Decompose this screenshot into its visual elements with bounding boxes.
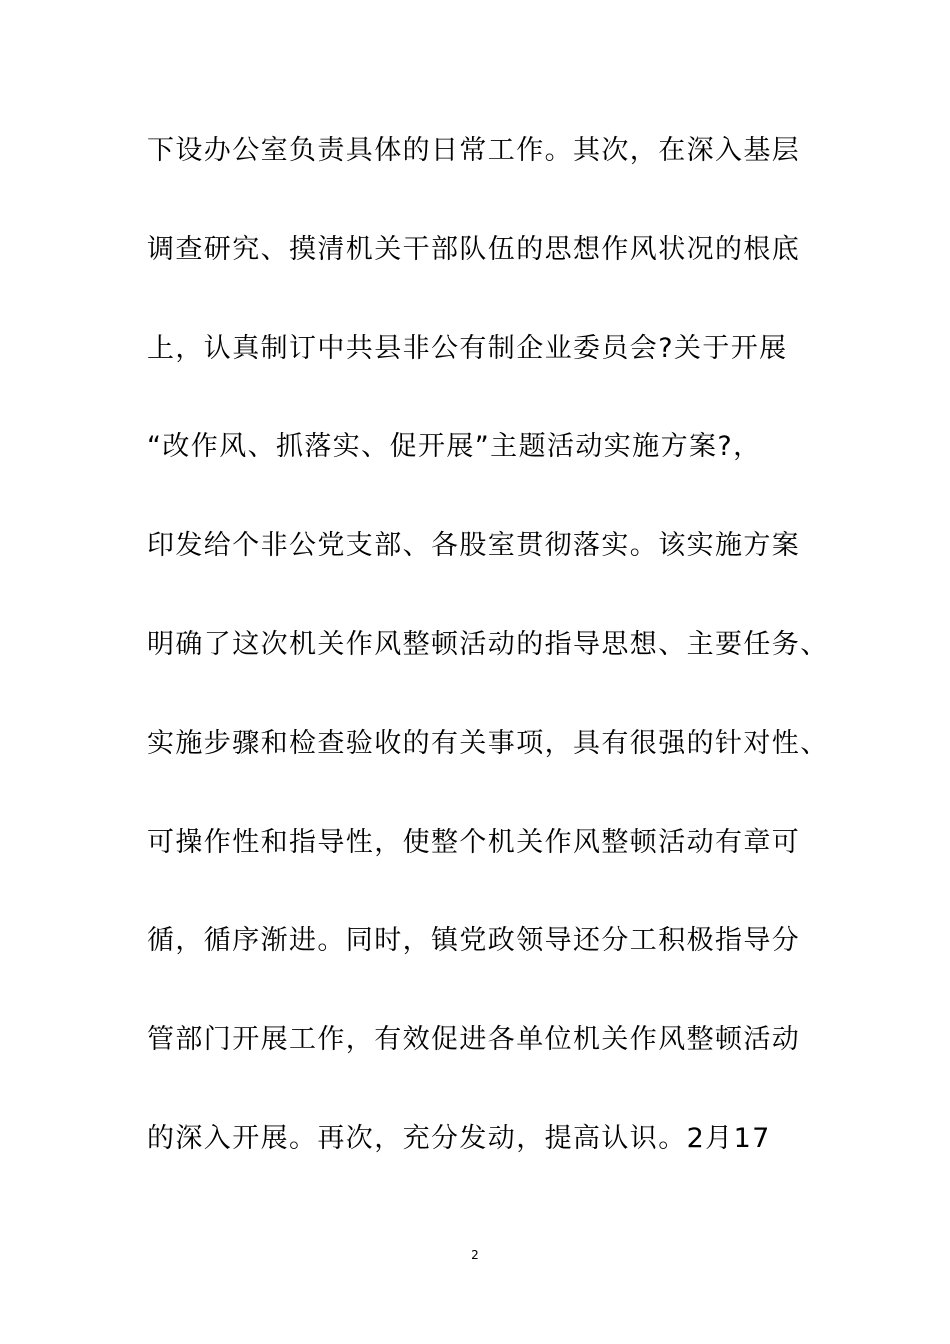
text-line: 可操作性和指导性，使整个机关作风整顿活动有章可 bbox=[147, 826, 801, 858]
text-line: 实施步骤和检查验收的有关事项，具有很强的针对性、 bbox=[147, 727, 829, 759]
text-line: 上，认真制订中共县非公有制企业委员会?关于开展 bbox=[147, 332, 788, 364]
text-line: 循，循序渐进。同时，镇党政领导还分工积极指导分 bbox=[147, 925, 801, 957]
text-line: 管部门开展工作，有效促进各单位机关作风整顿活动 bbox=[147, 1024, 801, 1056]
text-line: 印发给个非公党支部、各股室贯彻落实。该实施方案 bbox=[147, 530, 801, 562]
body-text bbox=[147, 128, 827, 1215]
text-line: 明确了这次机关作风整顿活动的指导思想、主要任务、 bbox=[147, 628, 829, 660]
text-line: 下设办公室负责具体的日常工作。其次，在深入基层 bbox=[147, 135, 801, 166]
text-line: 调查研究、摸清机关干部队伍的思想作风状况的根底 bbox=[147, 233, 801, 265]
page-number: 2 bbox=[471, 1248, 479, 1262]
text-line: “改作风、抓落实、促开展”主题活动实施方案?， bbox=[147, 431, 762, 463]
text-line: 的深入开展。再次，充分发动，提高认识。2月17 bbox=[147, 1122, 771, 1154]
